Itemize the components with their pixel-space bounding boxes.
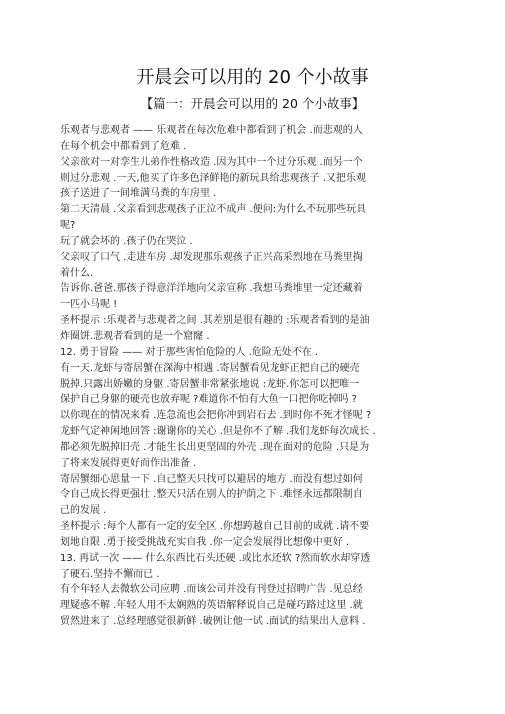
text-line: 圣杯提示 :每个人都有一定的安全区 .你想跨越自己目前的成就 .请不要	[60, 521, 370, 533]
text-line: 划地自限 .勇于接受挑战充实自我 .你一定会发展得比想像中更好 .	[60, 536, 350, 548]
text-line: 理疑惑不解 .年轻人用不太娴熟的英语解释说自己是碰巧路过这里 .就	[60, 600, 363, 612]
document-body	[60, 123, 450, 630]
text-line: 12. 勇于冒险 —— 对于那些害怕危险的人 .危险无处不在 .	[60, 346, 319, 358]
text-line: 一匹小马呢 !	[60, 299, 118, 311]
text-line: 孩子送进了一间堆满马粪的车房里 .	[60, 188, 217, 200]
text-line: 己的发展 .	[60, 505, 107, 517]
text-line: 呢?	[60, 220, 76, 232]
text-line: 13. 再试一次 —— 什么东西比石头还硬 .或比水还软 ?然而软水却穿透	[60, 552, 371, 564]
text-line: 着什么.	[60, 267, 94, 279]
page-subtitle: 【篇一：开晨会可以用的 20 个小故事】	[140, 96, 365, 111]
text-line: 圣杯提示 :乐观者与悲观者之间 .其差别是很有趣的 :乐观者看到的是油	[60, 315, 370, 327]
text-line: 了将来发展得更好而作出准备 .	[60, 457, 197, 469]
text-line: 贸然进来了 .总经理感觉很新鲜 .破例让他一试 .面试的结果出人意料 .	[60, 616, 366, 628]
text-line: 在每个机会中都看到了危难 .	[60, 140, 187, 152]
text-line: 告诉你.爸爸.那孩子得意洋洋地向父亲宣称 .我想马粪堆里一定还藏着	[60, 283, 363, 295]
text-line: 寄居蟹细心思量一下 .自己整天只找可以避居的地方 .而没有想过如何	[60, 473, 363, 485]
text-line: 了硬石.坚持不懈而已 .	[60, 568, 160, 580]
text-line: 脱掉.只露出娇嫩的身躯 .寄居蟹非常紧张地说 :龙虾.你怎可以把唯一	[60, 378, 360, 390]
text-line: 玩了就会坏的 .孩子仍在哭泣 .	[60, 235, 193, 247]
text-line: 都必须先脱掉旧壳 .才能生长出更坚固的外壳 .现在面对的危险 .只是为	[60, 441, 370, 453]
text-line: 保护自己身躯的硬壳也放弃呢 ?难道你不怕有大鱼一口把你吃掉吗 ?	[60, 394, 357, 406]
text-line: 第二天清晨 .父亲看到悲观孩子正泣不成声 .便问:为什么不玩那些玩具	[60, 204, 367, 216]
text-line: 有个年轻人去微软公司应聘 .而该公司并没有刊登过招聘广告 .见总经	[60, 584, 363, 596]
text-line: 令自己成长得更强壮 .整天只活在别人的护荫之下 .难怪永远都限制自	[60, 489, 363, 501]
text-line: 乐观者与悲观者 —— 乐观者在每次危难中都看到了机会 .而悲观的人	[60, 125, 363, 136]
text-line: 炸圈饼.悲观者看到的是一个窟窿 .	[60, 330, 210, 342]
text-line: 父亲叹了口气 .走进车房 .却发现那乐观孩子正兴高采烈地在马粪里掏	[60, 251, 363, 263]
text-line: 有一天.龙虾与寄居蟹在深海中相遇 .寄居蟹看见龙虾正把自己的硬壳	[60, 362, 360, 374]
page-title: 开晨会可以用的 20 个小故事	[136, 67, 369, 88]
text-line: 父亲欲对一对孪生儿弟作性格改造 .因为其中一个过分乐观 .而另一个	[60, 156, 363, 168]
text-line: 则过分悲观 .一天,他买了许多色泽鲜艳的新玩具给悲观孩子 .又把乐观	[60, 172, 366, 184]
text-line: 以你现在的情况来看 .连急流也会把你冲到岩石去 .到时你不死才怪呢 ?	[60, 410, 372, 422]
text-line: 龙虾气定神闲地回答 :谢谢你的关心 .但是你不了解 .我们龙虾每次成长 .	[60, 426, 376, 438]
